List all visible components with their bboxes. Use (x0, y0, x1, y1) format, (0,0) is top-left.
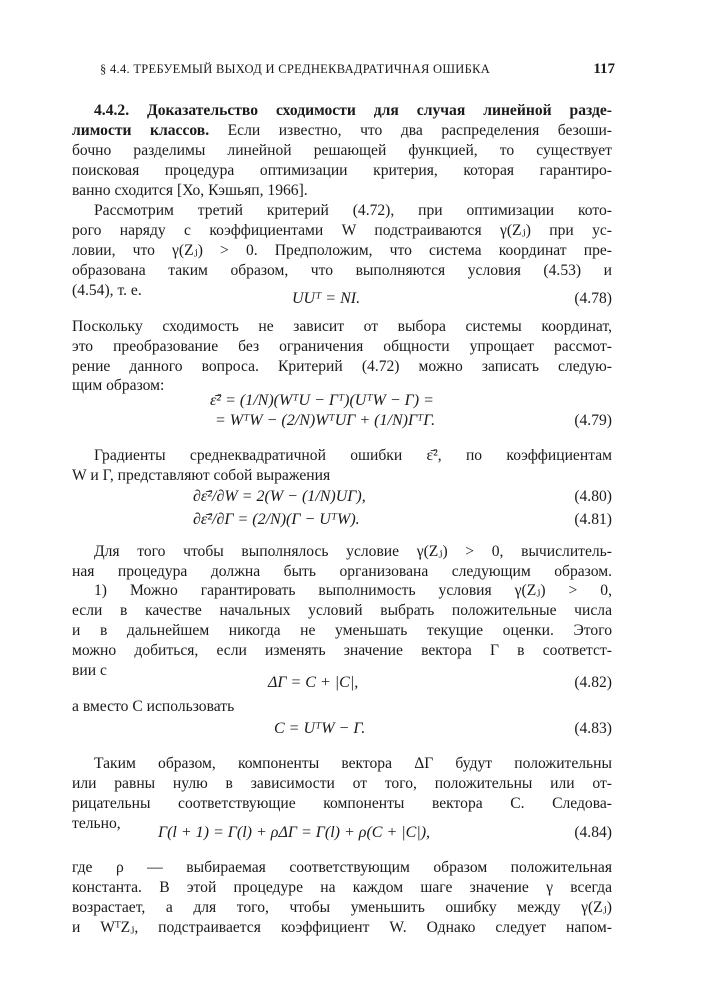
text-line: если в качестве начальных условий выбрать положительные числа (72, 602, 612, 619)
equation-number: (4.83) (574, 720, 612, 737)
text-line: ная процедура должна быть организована следующим образом. (72, 563, 612, 580)
text-line: ловии, что γ(Zⱼ) > 0. Предположим, что система координат пре- (72, 242, 612, 259)
text-line: W и Г, представляют собой выражения (72, 467, 331, 484)
text-line: это преобразование без ограничения общности упрощает рассмот- (72, 338, 612, 355)
equation-number: (4.81) (574, 511, 612, 528)
text-line: и WᵀZⱼ, подстраивается коэффициент W. Однако следует напом- (72, 919, 612, 936)
text-line: 1) Можно гарантировать выполнимость условия γ(Zⱼ) > 0, (94, 582, 612, 599)
equation-4-84: Г(l + 1) = Г(l) + ρΔГ = Г(l) + ρ(C + |C|), (158, 824, 431, 841)
text-line: Рассмотрим третий критерий (4.72), при оптимизации кото- (94, 202, 612, 219)
text-line: ванно сходится [Хо, Кэшьяп, 1966]. (72, 182, 308, 199)
equation-number: (4.79) (574, 412, 612, 429)
equation-number: (4.80) (574, 488, 612, 505)
text-line: лимости классов. Если известно, что два распределения безоши- (72, 122, 612, 139)
text-line: вии с (72, 662, 107, 679)
equation-4-78: UUᵀ = NI. (292, 290, 361, 307)
equation-number: (4.78) (574, 290, 612, 307)
equation-4-81: ∂ε̄²/∂Г = (2/N)(Г − UᵀW). (193, 511, 360, 528)
text-line: рицательны соответствующие компоненты вектора C. Следова- (72, 795, 612, 812)
equation-4-79-line1: ε̄² = (1/N)(WᵀU − Гᵀ)(UᵀW − Г) = (210, 392, 434, 409)
text-line: Для того чтобы выполнялось условие γ(Zⱼ) > 0, вычислитель- (94, 543, 612, 560)
text-line: и в дальнейшем никогда не уменьшать текущие оценки. Этого (72, 622, 612, 639)
equation-4-79-line2: = WᵀW − (2/N)WᵀUГ + (1/N)ГᵀГ. (215, 412, 436, 429)
equation-4-80: ∂ε̄²/∂W = 2(W − (1/N)UГ), (193, 488, 366, 505)
page-number: 117 (593, 61, 615, 77)
text-line: образована таким образом, что выполняются условия (4.53) и (72, 262, 612, 279)
equation-4-83: C = UᵀW − Г. (274, 720, 366, 737)
text-line: а вместо C использовать (72, 698, 235, 715)
running-title: § 4.4. ТРЕБУЕМЫЙ ВЫХОД И СРЕДНЕКВАДРАТИЧНАЯ ОШИБКА (100, 62, 491, 76)
equation-number: (4.82) (574, 674, 612, 691)
text-line: Градиенты среднеквадратичной ошибки ε̄², по коэффициентам (94, 447, 612, 464)
text-line: поисковая процедура оптимизации критерия, которая гарантиро- (72, 162, 612, 179)
text-line: где ρ — выбираемая соответствующим образом положительная (72, 859, 612, 876)
equation-4-82: ΔГ = C + |C|, (268, 674, 359, 691)
text-line: константа. В этой процедуре на каждом шаге значение γ всегда (72, 879, 612, 896)
text-line: или равны нулю в зависимости от того, положительны или от- (72, 775, 612, 792)
text-line: тельно, (72, 815, 121, 832)
equation-number: (4.84) (574, 824, 612, 841)
running-header (100, 62, 615, 82)
text-line: щим образом: (72, 377, 165, 394)
section-heading: 4.4.2. Доказательство сходимости для случая линейной разде- (94, 102, 612, 119)
text-line: возрастает, а для того, чтобы уменьшить ошибку между γ(Zⱼ) (72, 899, 612, 916)
text-line: Таким образом, компоненты вектора ΔГ будут положительны (94, 755, 612, 772)
text-line: бочно разделимы линейной решающей функцией, то существует (72, 142, 612, 159)
text-line: (4.54), т. е. (72, 282, 142, 299)
text-line: рение данного вопроса. Критерий (4.72) можно записать следую- (72, 358, 612, 375)
text-line: можно добиться, если изменять значение вектора Г в соответст- (72, 642, 612, 659)
text-line: рого наряду с коэффициентами W подстраиваются γ(Zⱼ) при ус- (72, 222, 612, 239)
text-line: Поскольку сходимость не зависит от выбора системы координат, (72, 318, 612, 335)
